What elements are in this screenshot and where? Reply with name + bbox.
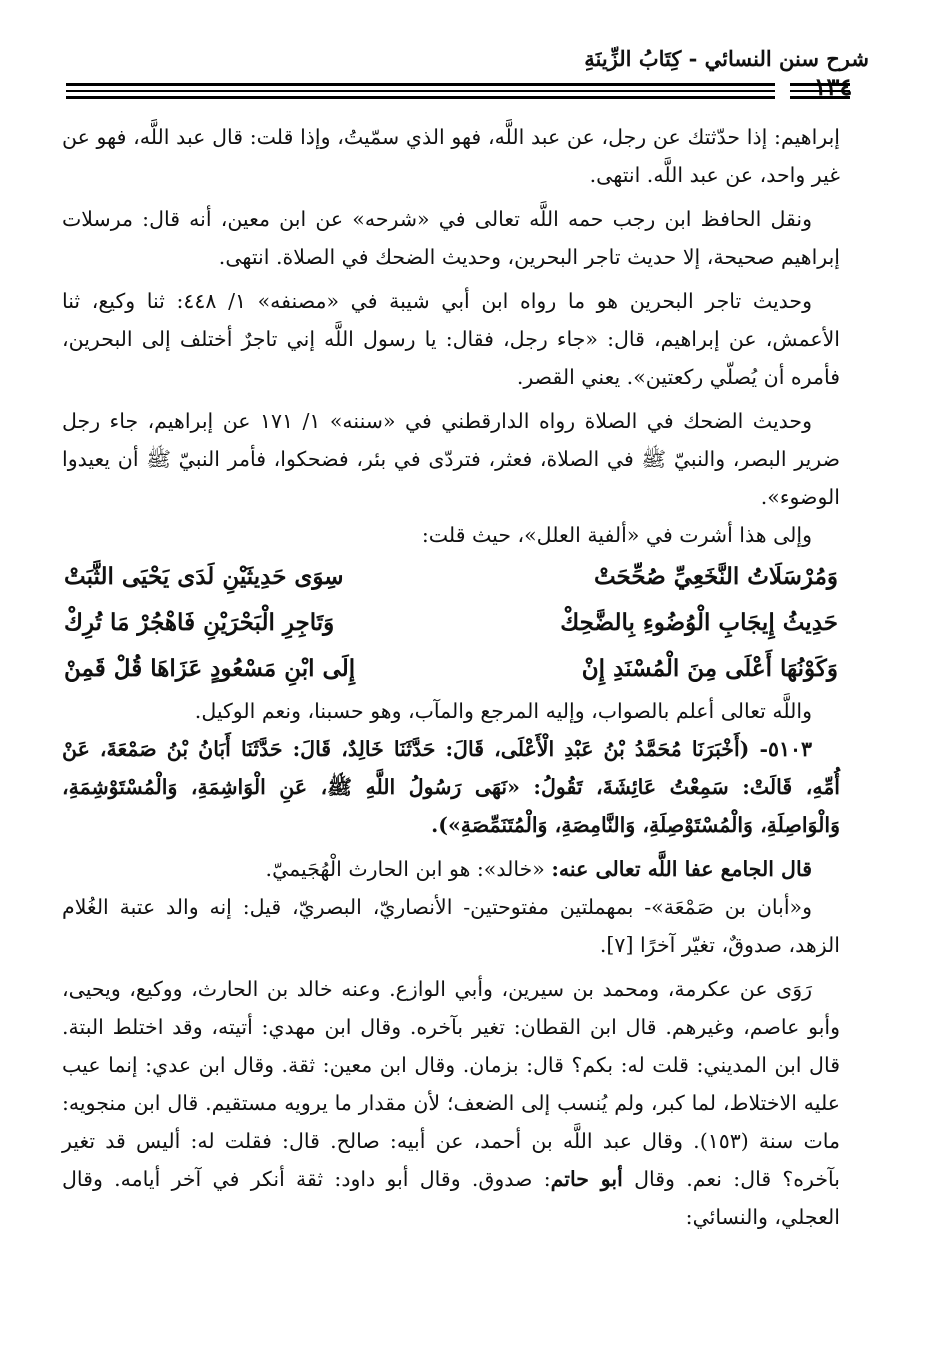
commentary-lead: قال الجامع عفا اللَّه تعالى عنه: xyxy=(551,857,812,881)
poem xyxy=(62,554,840,692)
biography-tail: : صدوق. وقال أبو داود: ثقة أنكر في آخر أيامه. وقال العجلي، والنسائي: xyxy=(62,1167,840,1229)
running-title: شرح سنن النسائي - كِتَابُ الزِّينَةِ xyxy=(584,46,869,71)
biography-text: رَوَى عن عكرمة، ومحمد بن سيرين، وأبي الوازع. وعنه خالد بن الحارث، ووكيع، ويحيى، وأبو عاصم، وغيرهم. قال ابن القطان: تغير بآخره. وقال ابن مهدي: أتيته، وقد اختلط البتة. قال ابن المديني: قلت له: بكم؟ قال: بزمان. وقال ابن معين: ثقة. وقال ابن عدي: إنما عيب عليه الاختلاط، لما كبر، ولم يُنسب إلى الضعف؛ لأن مقدار ما يرويه مستقيم. قال ابن منجويه: مات سنة (١٥٣). وقال عبد اللَّه بن أحمد، عن أبيه: صالح. قال: فقلت له: أليس قد تغير بآخره؟ قال: نعم. وقال xyxy=(62,977,840,1191)
narrator-paragraph: و«أبان بن صَمْعَة»- بمهملتين مفتوحتين- الأنصاريّ، البصريّ، قيل: إنه والد عتبة الغُلام الزهد، صدوقٌ، تغيّر آخرًا [٧]. xyxy=(62,895,840,957)
header-rule xyxy=(66,96,775,99)
header-rule xyxy=(790,96,850,99)
paragraph: وحديث تاجر البحرين هو ما رواه ابن أبي شيبة في «مصنفه» ١/ ٤٤٨: ثنا وكيع، ثنا الأعمش، عن إبراهيم، قال: «جاء رجل، فقال: يا رسول اللَّه إني تاجرٌ أختلف إلى البحرين، فأمره أن يُصلّي ركعتين». يعني القصر. xyxy=(62,289,840,389)
poem-verse xyxy=(62,646,840,692)
page-number: ١٣٤ xyxy=(813,72,853,101)
commentary-paragraph xyxy=(62,850,840,888)
header-rule xyxy=(66,90,775,92)
hemistich-first: وَكَوْنُهَا أَعْلَى مِنَ الْمُسْنَدِ إِنْ xyxy=(581,655,838,682)
header-rule xyxy=(790,83,850,86)
poem-verse xyxy=(62,600,840,646)
hemistich-second: إِلَى ابْنِ مَسْعُودٍ عَزَاهَا قُلْ قَمِنْ xyxy=(64,655,356,682)
closing-paragraph: واللَّه تعالى أعلم بالصواب، وإليه المرجع والمآب، وهو حسبنا، ونعم الوكيل. xyxy=(194,699,812,723)
hemistich-first: حَدِيثُ إِيجَابِ الْوُضُوءِ بِالضَّحِكْ xyxy=(560,609,838,636)
hadith-text: ٥١٠٣- (أَخْبَرَنَا مُحَمَّدُ بْنُ عَبْدِ الْأَعْلَى، قَالَ: حَدَّثَنَا خَالِدٌ، قَالَ: حَدَّثَنَا أَبَانُ بْنُ صَمْعَةَ، عَنْ أُمِّهِ، قَالَتْ: سَمِعْتُ عَائِشَةَ، تَقُولُ: «نَهَى رَسُولُ اللَّهِ ﷺ، عَنِ الْوَاشِمَةِ، وَالْمُسْتَوْشِمَةِ، وَالْوَاصِلَةِ، وَالْمُسْتَوْصِلَةِ، وَالنَّامِصَةِ، وَالْمُتَنَمِّصَةِ»). xyxy=(62,737,840,837)
commentary-rest: «خالد»: هو ابن الحارث الْهُجَيميّ. xyxy=(265,857,552,881)
paragraph: وإلى هذا أشرت في «ألفية العلل»، حيث قلت: xyxy=(421,523,812,547)
paragraph: إبراهيم: إذا حدّثتك عن رجل، عن عبد اللَّه، فهو الذي سمّيتُ، وإذا قلت: قال عبد اللَّه، فهو عن غير واحد، عن عبد اللَّه. انتهى. xyxy=(62,125,840,187)
biography-paragraph xyxy=(62,970,840,1236)
header-rule xyxy=(66,83,775,86)
main-text xyxy=(62,118,840,1236)
hemistich-second: وَتَاجِرِ الْبَحْرَيْنِ فَاهْجُرْ مَا تُرِكْ xyxy=(64,609,335,636)
paragraph: وحديث الضحك في الصلاة رواه الدارقطني في «سننه» ١/ ١٧١ عن إبراهيم، جاء رجل ضرير البصر، والنبيّ ﷺ في الصلاة، فعثر، فتردّى في بئر، فضحكوا، فأمر النبيّ ﷺ أن يعيدوا الوضوء». xyxy=(62,409,840,509)
biography-bold-name: أبو حاتم xyxy=(550,1167,623,1191)
hemistich-second: سِوَى حَدِيثَيْنِ لَدَى يَحْيَى الثَّبَتْ xyxy=(64,563,344,590)
paragraph: ونقل الحافظ ابن رجب حمه اللَّه تعالى في «شرحه» عن ابن معين، أنه قال: مرسلات إبراهيم صحيحة، إلا حديث تاجر البحرين، وحديث الضحك في الصلاة. انتهى. xyxy=(62,207,840,269)
header-rule xyxy=(790,90,850,92)
hemistich-first: وَمُرْسَلَاتُ النَّخَعِيِّ صُحِّحَتْ xyxy=(593,563,838,590)
poem-verse xyxy=(62,554,840,600)
